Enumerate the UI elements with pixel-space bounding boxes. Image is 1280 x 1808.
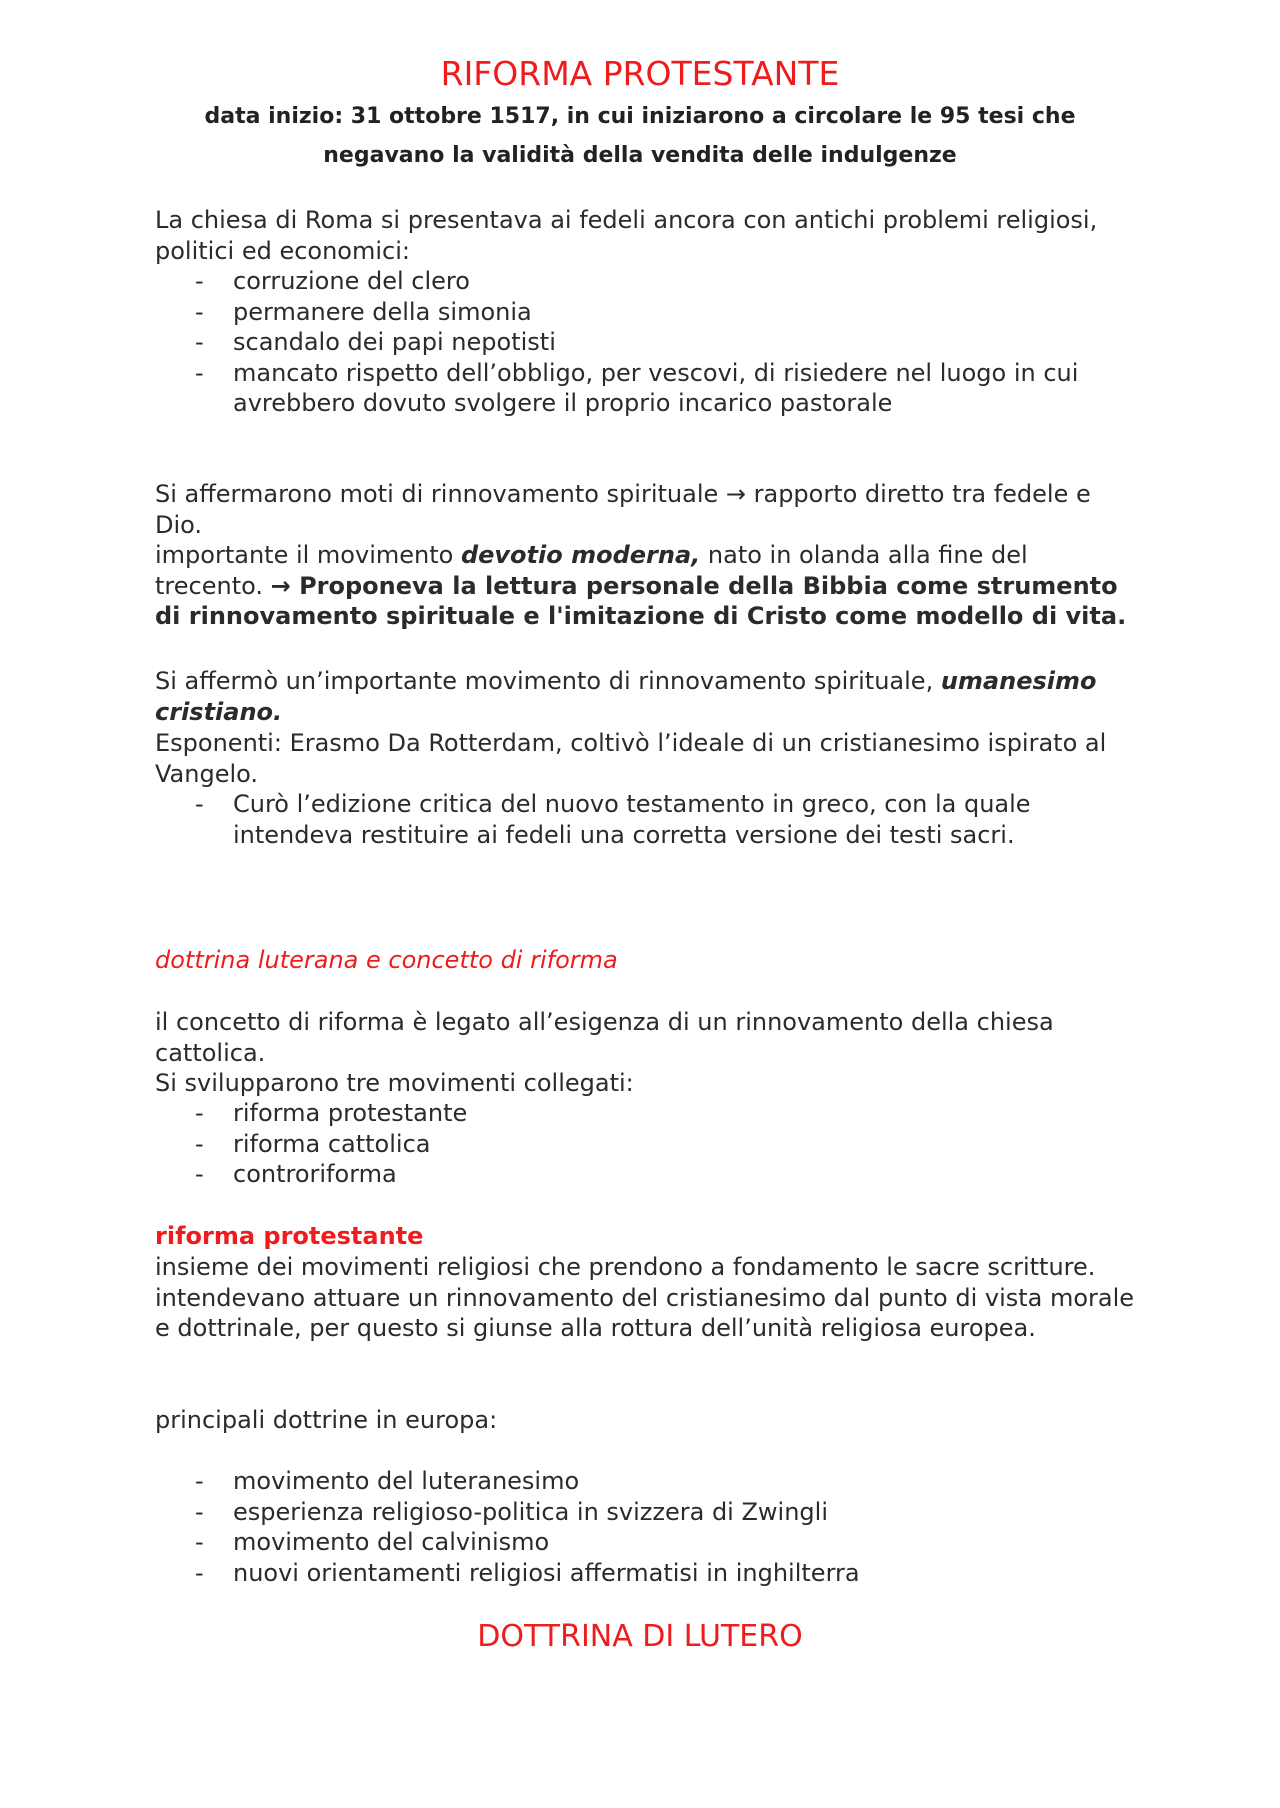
page-subtitle: data inizio: 31 ottobre 1517, in cui iniziarono a circolare le 95 tesi che negavano la validità della vendita delle indulgenze xyxy=(204,104,1076,168)
bullet-dash: - xyxy=(195,297,204,326)
list-item: - mancato rispetto dell’obbligo, per vescovi, di risiedere nel luogo in cui avrebbero dovuto svolgere il proprio incarico pastorale xyxy=(195,358,1079,417)
bullet-dash: - xyxy=(195,328,204,356)
section2-line1: Si affermarono moti di rinnovamento spirituale → rapporto diretto tra fedele e Dio. xyxy=(155,480,1091,539)
list-item: - permanere della simonia xyxy=(195,297,532,326)
section4-line2: Si svilupparono tre movimenti collegati: xyxy=(155,1069,634,1097)
list-item: - scandalo dei papi nepotisti xyxy=(195,328,556,356)
bullet-dash: - xyxy=(195,1497,204,1526)
section5-line2: principali dottrine in europa: xyxy=(155,1406,498,1434)
bullet-dash: - xyxy=(195,358,204,387)
list-item: - movimento del calvinismo xyxy=(195,1528,550,1556)
list-item: - esperienza religioso-politica in svizzera di Zwingli xyxy=(195,1497,828,1526)
section4-heading: dottrina luterana e concetto di riforma xyxy=(155,946,618,974)
section5-heading: riforma protestante xyxy=(155,1222,424,1250)
list-item: - nuovi orientamenti religiosi affermatisi in inghilterra xyxy=(195,1558,860,1587)
list-item: - controriforma xyxy=(195,1160,397,1188)
section3-line1: Si affermò un’importante movimento di rinnovamento spirituale, umanesimo cristiano. xyxy=(155,667,1097,726)
section4-list xyxy=(155,1098,1140,1190)
bullet-dash: - xyxy=(195,1160,204,1188)
bullet-dash: - xyxy=(195,1467,204,1495)
footer-title: DOTTRINA DI LUTERO xyxy=(477,1619,803,1654)
list-item: - riforma protestante xyxy=(195,1099,468,1127)
bullet-dash: - xyxy=(195,1528,204,1556)
section5-text: insieme dei movimenti religiosi che prendono a fondamento le sacre scritture. intendevano attuare un rinnovamento del cristianesimo dal punto di vista morale e dottrinale, per questo si giunse alla rottura dell’unità religiosa europea. xyxy=(155,1253,1135,1342)
bullet-dash: - xyxy=(195,1129,204,1158)
list-item: - movimento del luteranesimo xyxy=(195,1467,580,1495)
section5-list xyxy=(155,1466,1140,1588)
list-item: - riforma cattolica xyxy=(195,1129,431,1158)
section2-line2: importante il movimento devotio moderna, nato in olanda alla fine del trecento. → Proponeva la lettura personale della Bibbia come strumento di rinnovamento spirituale e l'imitazione di Cristo come modello di vita. xyxy=(155,541,1127,630)
list-item: - corruzione del clero xyxy=(195,267,470,295)
bullet-dash: - xyxy=(195,267,204,295)
page-title: RIFORMA PROTESTANTE xyxy=(440,54,840,93)
term-umanesimo-cristiano: umanesimo cristiano. xyxy=(155,667,1097,726)
section1-list xyxy=(155,266,1140,419)
list-item: - Curò l’edizione critica del nuovo testamento in greco, con la quale intendeva restituire ai fedeli una corretta versione dei testi sacri. xyxy=(195,790,1031,849)
bullet-dash: - xyxy=(195,1099,204,1127)
section4-intro: il concetto di riforma è legato all’esigenza di un rinnovamento della chiesa cattolica. xyxy=(155,1008,1054,1067)
term-devotio-moderna: devotio moderna, xyxy=(460,541,701,569)
bullet-dash: - xyxy=(195,790,204,818)
section3-line2: Esponenti: Erasmo Da Rotterdam, coltivò l’ideale di un cristianesimo ispirato al Vangelo. xyxy=(155,729,1107,788)
section1-intro: La chiesa di Roma si presentava ai fedeli ancora con antichi problemi religiosi, politici ed economici: xyxy=(155,206,1098,265)
section3-list xyxy=(155,789,1140,850)
bullet-dash: - xyxy=(195,1558,204,1587)
